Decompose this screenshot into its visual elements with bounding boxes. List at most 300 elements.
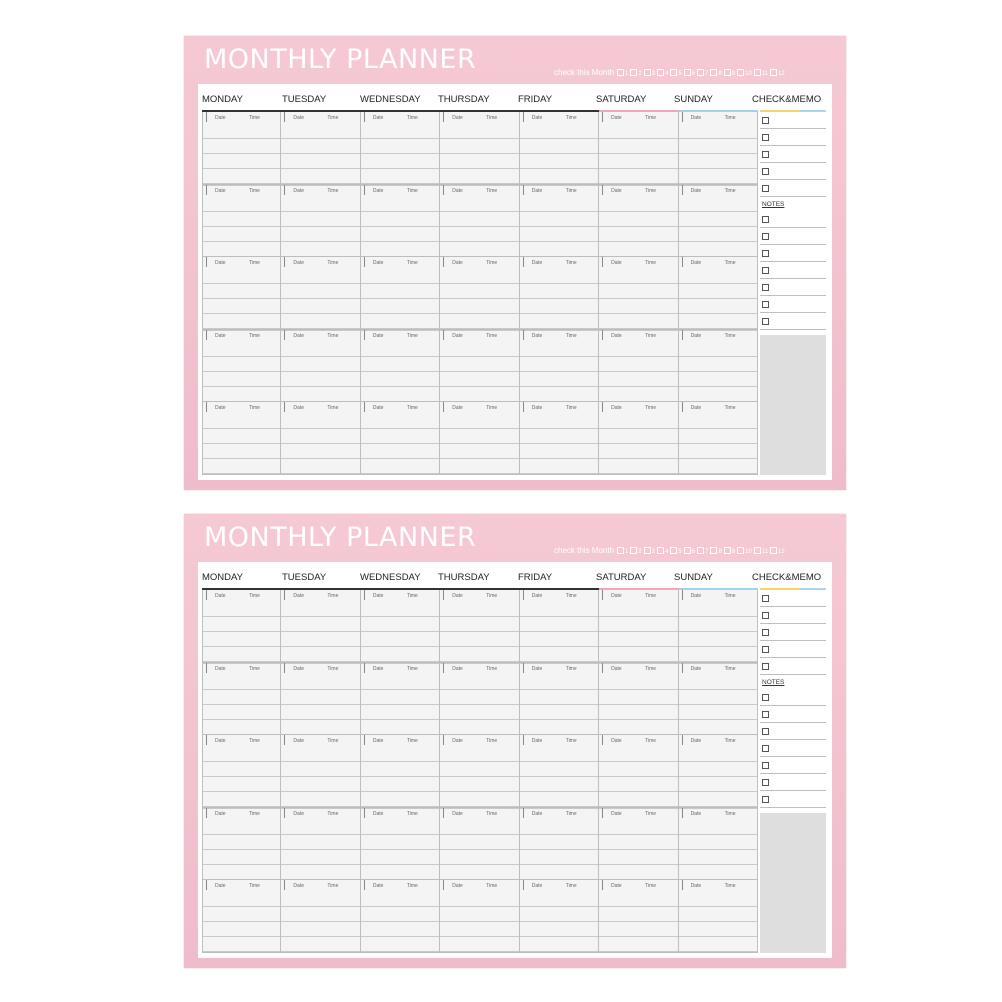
cell-tick [364,880,365,890]
planner-sheet-2 [184,514,846,968]
day-cell[interactable] [599,185,678,258]
day-cell[interactable] [202,880,281,953]
cell-tick [206,185,207,195]
cell-tick [364,257,365,267]
cell-tick [682,330,683,340]
day-cell[interactable] [520,330,599,403]
memo-checkbox[interactable] [762,117,769,124]
cell-date-label: Date [690,187,702,194]
notes-row[interactable] [760,296,826,313]
cell-tick [284,257,285,267]
day-cell[interactable] [202,590,281,663]
cell-tick [682,735,683,745]
day-cell[interactable] [281,590,360,663]
cell-tick [682,880,683,890]
calendar-grid [202,590,758,953]
cell-date-label: Date [690,332,702,339]
memo-row[interactable] [760,146,826,163]
cell-date-label: Date [293,883,304,890]
notes-checkbox[interactable] [762,216,769,223]
day-cell[interactable] [520,880,599,953]
day-cell[interactable] [440,590,519,663]
month-checkbox[interactable] [737,69,744,76]
memo-checkbox[interactable] [762,151,769,158]
day-cell[interactable] [679,590,758,663]
cell-date-label: Date [531,665,543,672]
month-checkbox[interactable] [770,69,777,76]
cell-date-label: Date [611,260,622,267]
cell-date-label: Date [215,115,226,121]
cell-date-label: Date [215,810,226,817]
notes-checkbox[interactable] [762,779,769,786]
notes-checkbox[interactable] [762,267,769,274]
cell-tick [284,808,285,818]
day-header-friday: FRIDAY [518,572,553,583]
month-checkbox[interactable] [670,547,677,554]
day-cell[interactable] [202,808,281,881]
cell-date-label: Date [531,260,543,267]
cell-date-label: Date [531,883,543,890]
notes-row[interactable] [760,757,826,774]
cell-time-label: Time [486,810,498,817]
cell-tick [602,590,603,600]
day-cell[interactable] [599,402,678,475]
cell-date-label: Date [611,593,622,599]
day-cell[interactable] [281,735,360,808]
day-cell[interactable] [679,735,758,808]
day-header-tuesday: TUESDAY [282,572,327,583]
notes-checkbox[interactable] [762,318,769,325]
day-cell[interactable] [281,808,360,881]
cell-tick [443,880,444,890]
day-cell[interactable] [361,402,440,475]
cell-time-label: Time [406,187,418,194]
notes-row[interactable] [760,228,826,245]
notes-row[interactable] [760,740,826,757]
memo-header: CHECK&MEMO [752,572,822,583]
month-number: 12 [778,71,785,77]
memo-row[interactable] [760,658,826,675]
memo-checkbox[interactable] [762,629,769,636]
cell-date-label: Date [690,665,702,672]
notes-row[interactable] [760,262,826,279]
cell-date-label: Date [215,593,226,599]
cell-tick [602,808,603,818]
notes-checkbox[interactable] [762,796,769,803]
cell-date-label: Date [690,593,702,599]
day-cell[interactable] [281,330,360,403]
column-top-bar [599,588,678,590]
cell-tick [602,735,603,745]
cell-tick [602,402,603,412]
memo-gray-area [760,335,826,475]
notes-checkbox[interactable] [762,301,769,308]
cell-date-label: Date [372,332,384,339]
column-top-bar [440,110,519,112]
notes-checkbox[interactable] [762,694,769,701]
day-cell[interactable] [281,257,360,330]
cell-date-label: Date [372,405,384,412]
column-top-bar [202,588,281,590]
memo-checkbox[interactable] [762,168,769,175]
day-cell[interactable] [361,185,440,258]
month-checkbox[interactable] [630,547,637,554]
day-cell[interactable] [361,880,440,953]
month-checkbox[interactable] [630,69,637,76]
cell-time-label: Time [327,738,339,745]
month-number: 2 [638,71,642,77]
day-cell[interactable] [599,112,678,185]
day-cell[interactable] [281,663,360,736]
day-header-tuesday: TUESDAY [282,94,327,105]
day-cell[interactable] [520,185,599,258]
cell-time-label: Time [724,810,736,817]
day-cell[interactable] [679,112,758,185]
month-checkbox[interactable] [617,547,624,554]
day-cell[interactable] [599,735,678,808]
memo-checkbox[interactable] [762,595,769,602]
cell-tick [284,880,285,890]
check-memo-column [760,112,826,475]
month-checkbox[interactable] [644,69,651,76]
month-number: 4 [665,549,669,555]
day-header-sunday: SUNDAY [674,94,713,105]
day-cell[interactable] [361,663,440,736]
cell-date-label: Date [690,738,702,745]
cell-tick [284,402,285,412]
cell-date-label: Date [372,260,384,267]
day-cell[interactable] [599,330,678,403]
month-checkbox[interactable] [657,69,664,76]
cell-time-label: Time [406,405,418,412]
cell-date-label: Date [531,332,543,339]
month-checkbox[interactable] [657,547,664,554]
memo-checkbox[interactable] [762,646,769,653]
cell-time-label: Time [327,115,339,121]
month-number: 7 [705,549,709,555]
column-top-bar [440,588,519,590]
cell-time-label: Time [486,405,498,412]
day-cell[interactable] [202,330,281,403]
day-cell[interactable] [599,257,678,330]
cell-time-label: Time [724,405,736,412]
cell-tick [206,735,207,745]
day-cell[interactable] [361,808,440,881]
month-checkbox[interactable] [617,69,624,76]
cell-tick [682,808,683,818]
day-cell[interactable] [440,257,519,330]
month-number: 5 [678,549,682,555]
memo-row[interactable] [760,624,826,641]
cell-tick [682,590,683,600]
month-checkbox[interactable] [644,547,651,554]
cell-tick [523,735,524,745]
cell-tick [523,112,524,122]
day-cell[interactable] [679,330,758,403]
day-cell[interactable] [440,185,519,258]
day-cell[interactable] [202,257,281,330]
day-cell[interactable] [202,402,281,475]
cell-date-label: Date [452,187,463,194]
cell-time-label: Time [249,260,260,267]
day-cell[interactable] [679,185,758,258]
memo-gray-area [760,813,826,953]
column-top-bar [679,588,758,590]
day-header-sunday: SUNDAY [674,572,713,583]
memo-checkbox[interactable] [762,663,769,670]
cell-date-label: Date [452,332,463,339]
planner-paper [198,84,832,480]
month-number: 8 [718,549,722,555]
cell-tick [206,112,207,122]
cell-tick [523,808,524,818]
cell-date-label: Date [215,260,226,267]
memo-row[interactable] [760,180,826,197]
cell-date-label: Date [372,810,384,817]
cell-time-label: Time [327,405,339,412]
day-cell[interactable] [361,112,440,185]
day-cell[interactable] [202,663,281,736]
memo-checkbox[interactable] [762,134,769,141]
cell-tick [523,185,524,195]
cell-time-label: Time [249,593,260,599]
cell-time-label: Time [565,665,577,672]
cell-tick [602,330,603,340]
day-cell[interactable] [679,663,758,736]
cell-time-label: Time [565,738,577,745]
day-cell[interactable] [679,880,758,953]
cell-date-label: Date [531,405,543,412]
month-checkbox[interactable] [710,547,717,554]
cell-date-label: Date [293,260,304,267]
cell-time-label: Time [327,810,339,817]
month-checkbox[interactable] [684,547,691,554]
day-cell[interactable] [599,808,678,881]
memo-row[interactable] [760,112,826,129]
memo-row[interactable] [760,163,826,180]
day-cell[interactable] [281,880,360,953]
notes-checkbox[interactable] [762,233,769,240]
planner-title: MONTHLY PLANNER [204,522,477,553]
cell-tick [602,257,603,267]
notes-row[interactable] [760,723,826,740]
cell-time-label: Time [406,810,418,817]
check-month-label: check this Month [554,68,615,77]
cell-date-label: Date [690,115,702,121]
memo-row[interactable] [760,607,826,624]
notes-label: NOTES [762,679,785,686]
cell-time-label: Time [327,665,339,672]
day-cell[interactable] [440,330,519,403]
cell-time-label: Time [724,332,736,339]
month-number: 8 [718,71,722,77]
day-cell[interactable] [440,402,519,475]
column-top-bar [281,110,360,112]
cell-tick [443,257,444,267]
notes-row[interactable] [760,313,826,330]
day-cell[interactable] [361,735,440,808]
day-header-friday: FRIDAY [518,94,553,105]
cell-tick [206,590,207,600]
month-checkbox[interactable] [770,547,777,554]
cell-tick [284,330,285,340]
month-checkbox[interactable] [697,547,704,554]
cell-time-label: Time [645,405,657,412]
cell-date-label: Date [215,738,226,745]
day-cell[interactable] [679,402,758,475]
cell-tick [523,880,524,890]
day-cell[interactable] [440,880,519,953]
month-checkbox[interactable] [684,69,691,76]
day-cell[interactable] [281,112,360,185]
notes-checkbox[interactable] [762,711,769,718]
day-cell[interactable] [520,735,599,808]
cell-tick [682,402,683,412]
cell-time-label: Time [565,405,577,412]
month-number: 6 [691,71,696,77]
notes-checkbox[interactable] [762,284,769,291]
cell-tick [364,402,365,412]
month-number: 10 [745,549,752,555]
memo-row[interactable] [760,641,826,658]
notes-checkbox[interactable] [762,745,769,752]
cell-date-label: Date [372,883,384,890]
cell-time-label: Time [645,593,657,599]
notes-checkbox[interactable] [762,250,769,257]
cell-time-label: Time [249,883,260,890]
cell-tick [284,735,285,745]
memo-checkbox[interactable] [762,185,769,192]
month-checkbox[interactable] [724,69,731,76]
day-cell[interactable] [440,663,519,736]
cell-time-label: Time [486,260,498,267]
cell-time-label: Time [406,332,418,339]
cell-time-label: Time [249,738,260,745]
cell-tick [443,808,444,818]
month-number: 10 [745,71,752,77]
day-cell[interactable] [281,185,360,258]
day-cell[interactable] [440,735,519,808]
cell-time-label: Time [565,593,577,599]
cell-tick [284,185,285,195]
column-top-bar [520,110,599,112]
notes-row[interactable] [760,279,826,296]
month-checkbox[interactable] [697,69,704,76]
day-cell[interactable] [361,330,440,403]
day-cell[interactable] [679,257,758,330]
cell-tick [206,880,207,890]
month-number: 3 [651,549,656,555]
month-checkbox[interactable] [737,547,744,554]
day-cell[interactable] [361,257,440,330]
month-checkbox[interactable] [710,69,717,76]
cell-date-label: Date [611,332,622,339]
check-memo-column [760,590,826,953]
notes-row[interactable] [760,211,826,228]
day-cell[interactable] [679,808,758,881]
day-cell[interactable] [202,185,281,258]
day-cell[interactable] [202,112,281,185]
day-cell[interactable] [440,112,519,185]
month-checkbox[interactable] [670,69,677,76]
cell-tick [523,257,524,267]
day-cell[interactable] [281,402,360,475]
day-cell[interactable] [520,663,599,736]
day-cell[interactable] [361,590,440,663]
cell-time-label: Time [406,115,418,121]
cell-tick [364,735,365,745]
day-cell[interactable] [520,590,599,663]
cell-tick [682,663,683,673]
cell-time-label: Time [565,810,577,817]
month-number: 12 [778,549,785,555]
cell-tick [682,185,683,195]
day-cell[interactable] [202,735,281,808]
day-cell[interactable] [520,402,599,475]
notes-checkbox[interactable] [762,762,769,769]
month-checkbox[interactable] [754,547,761,554]
notes-row[interactable] [760,791,826,808]
calendar-grid [202,112,758,475]
cell-date-label: Date [452,665,463,672]
check-month-row [554,68,786,77]
month-number: 11 [761,549,769,555]
cell-time-label: Time [645,187,657,194]
cell-date-label: Date [531,187,543,194]
memo-row[interactable] [760,590,826,607]
column-top-bar [679,110,758,112]
memo-checkbox[interactable] [762,612,769,619]
month-number: 2 [638,549,642,555]
cell-time-label: Time [327,883,339,890]
cell-time-label: Time [406,665,418,672]
day-cell[interactable] [599,663,678,736]
cell-date-label: Date [452,260,463,267]
notes-checkbox[interactable] [762,728,769,735]
day-cell[interactable] [520,808,599,881]
day-cell[interactable] [599,880,678,953]
day-cell[interactable] [599,590,678,663]
cell-date-label: Date [452,405,463,412]
cell-time-label: Time [486,115,498,121]
notes-row[interactable] [760,245,826,262]
column-top-bar [202,110,281,112]
memo-row[interactable] [760,129,826,146]
cell-date-label: Date [611,738,622,745]
cell-tick [284,590,285,600]
cell-time-label: Time [406,593,418,599]
day-cell[interactable] [440,808,519,881]
cell-tick [443,590,444,600]
cell-time-label: Time [645,115,657,121]
month-checkbox[interactable] [724,547,731,554]
cell-date-label: Date [690,810,702,817]
notes-row[interactable] [760,774,826,791]
cell-time-label: Time [486,738,498,745]
cell-time-label: Time [645,738,657,745]
cell-time-label: Time [327,593,339,599]
month-checkbox[interactable] [754,69,761,76]
cell-time-label: Time [406,260,418,267]
column-top-bar [361,588,440,590]
notes-row[interactable] [760,689,826,706]
day-cell[interactable] [520,257,599,330]
cell-time-label: Time [406,738,418,745]
day-cell[interactable] [520,112,599,185]
cell-date-label: Date [611,187,622,194]
cell-date-label: Date [215,665,226,672]
notes-row[interactable] [760,706,826,723]
